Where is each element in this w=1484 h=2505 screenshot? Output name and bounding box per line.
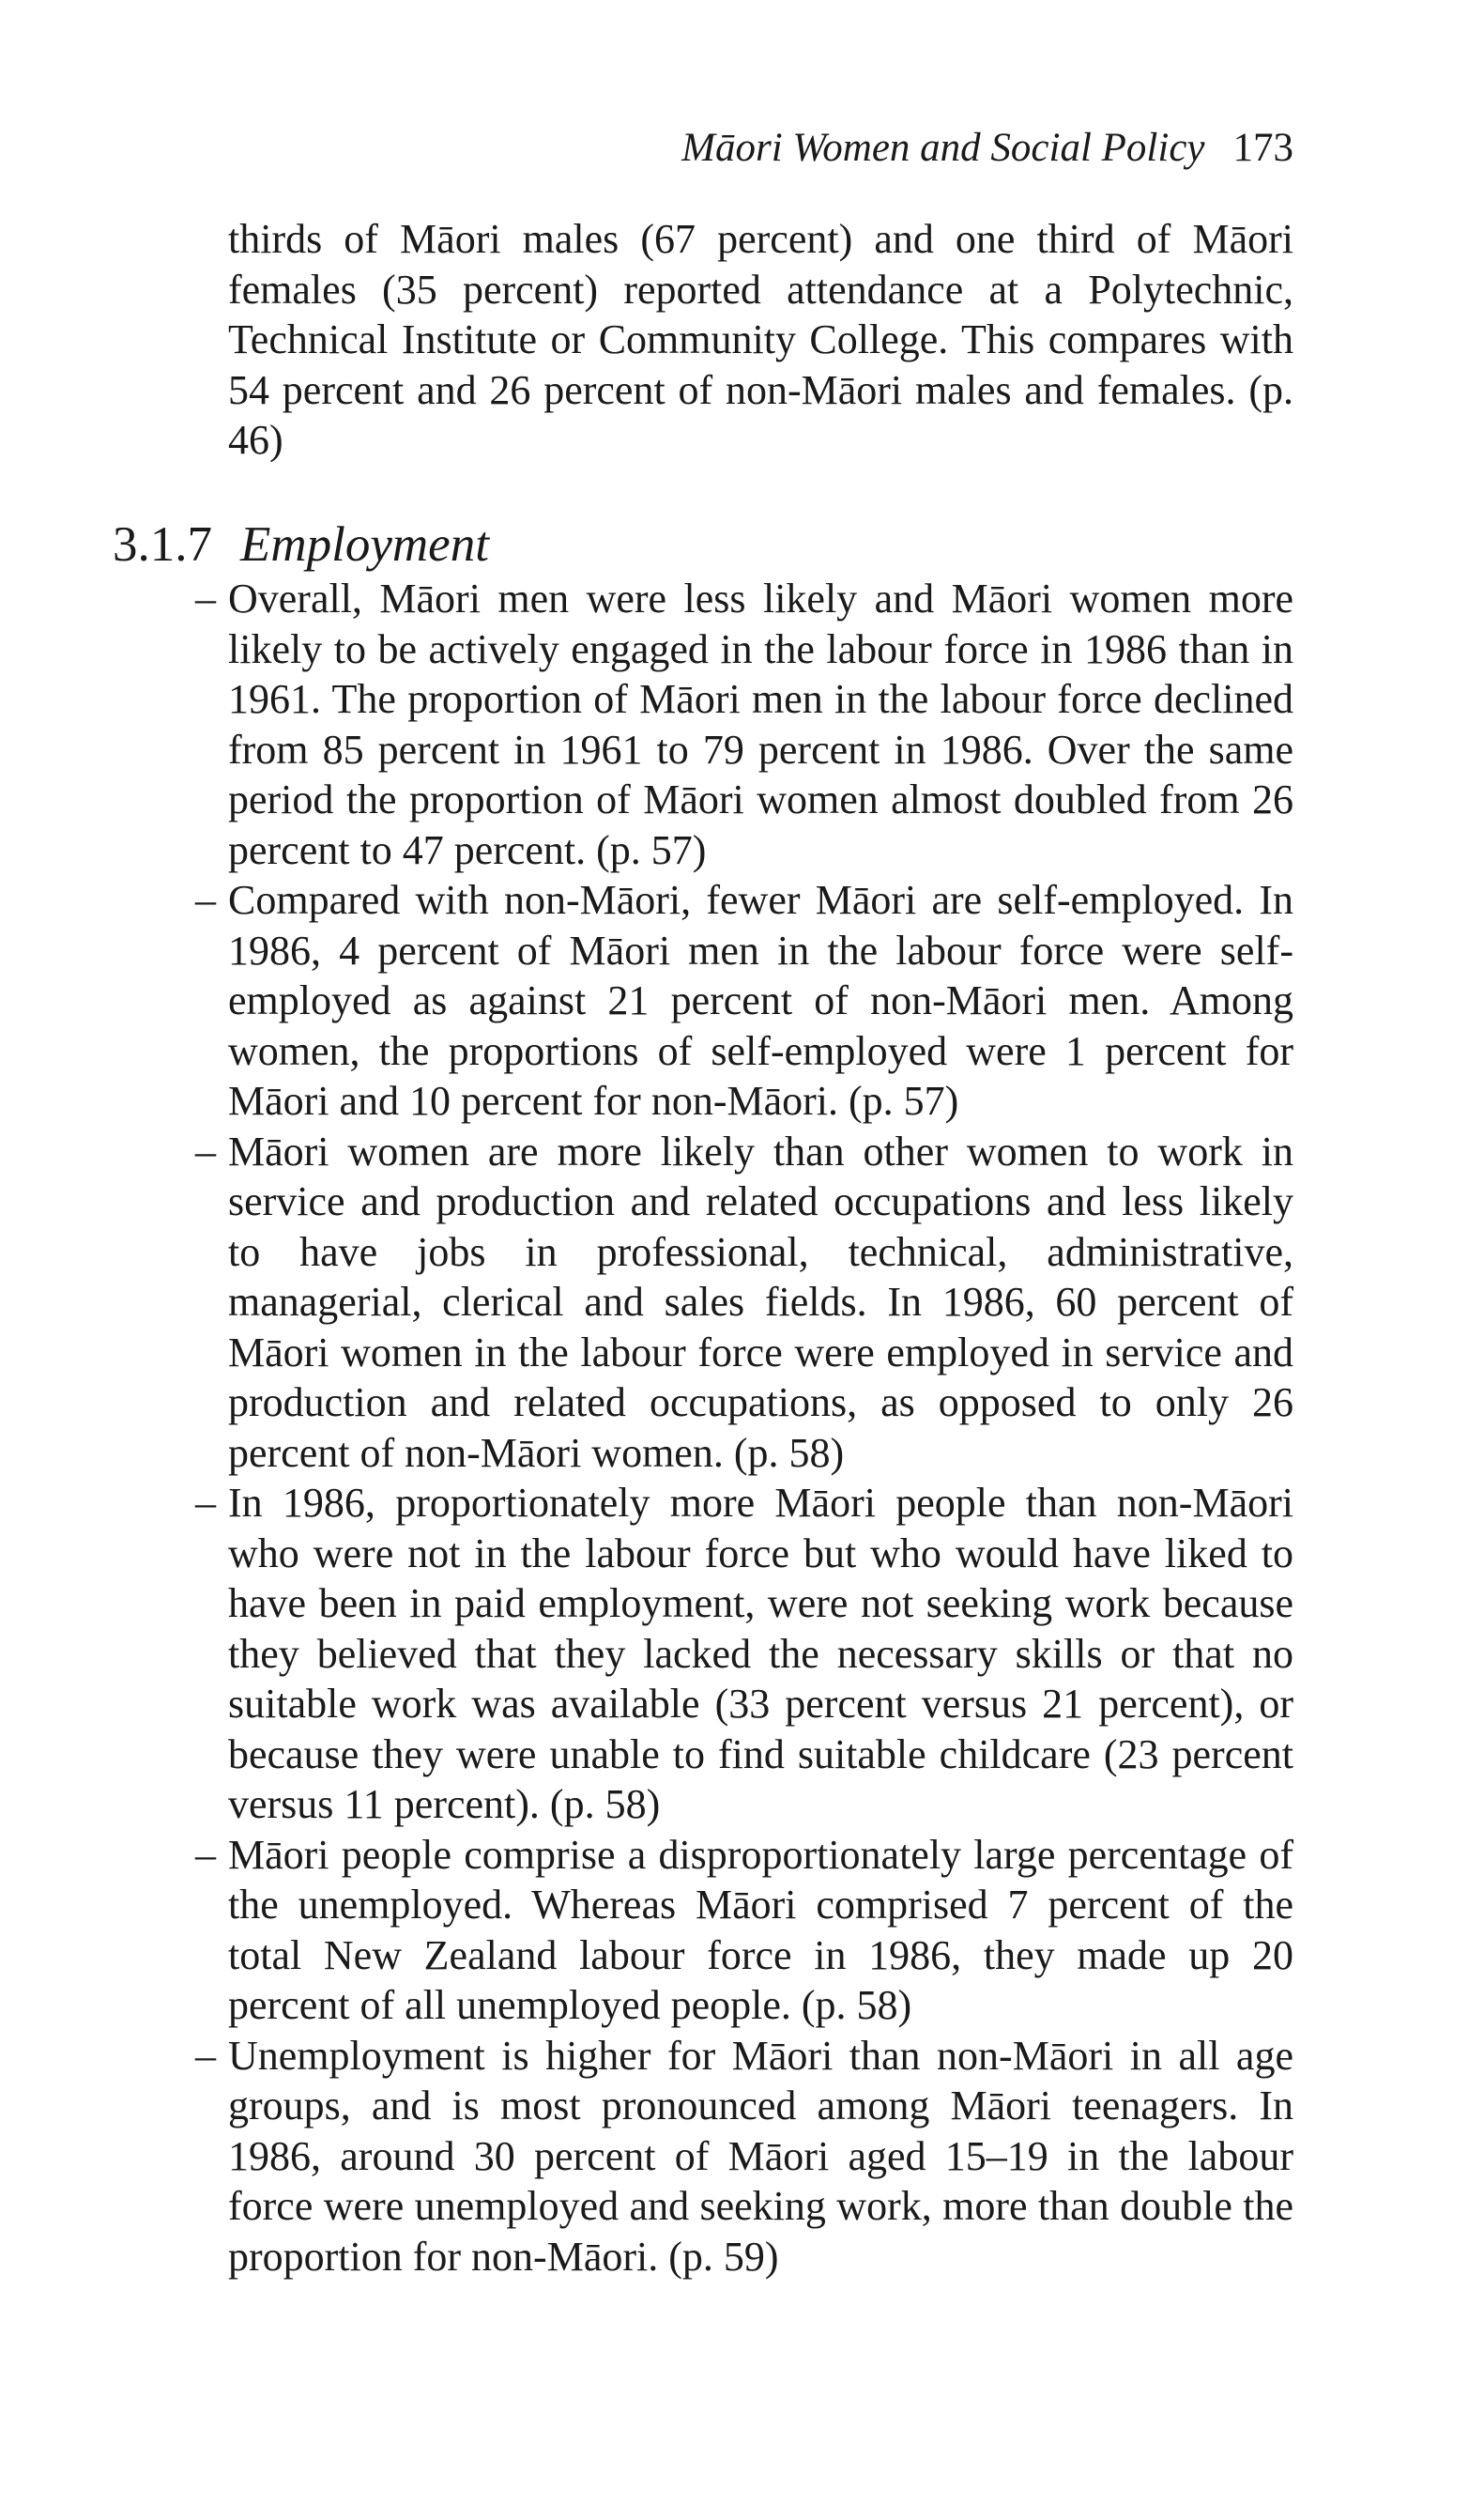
running-title: Māori Women and Social Policy bbox=[681, 126, 1205, 170]
section-title: Employment bbox=[240, 517, 489, 572]
list-item bbox=[195, 574, 1293, 875]
list-item-text: In 1986, proportionately more Māori people than non-Māori who were not in the labour force but who would have liked to have been in paid employment, were not seeking work because they believed that they lacked the necessary skills or that no suitable work was available (33 percent versus 21 percent), or because they were unable to find suitable childcare (23 percent versus 11 percent). (p. 58) bbox=[228, 1480, 1293, 1827]
list-item bbox=[195, 1478, 1293, 1830]
bullet-dash: – bbox=[195, 1480, 216, 1526]
list-item-text: Compared with non-Māori, fewer Māori are self-employed. In 1986, 4 percent of Māori men in the labour force were self-employed as against 21 percent of non-Māori men. Among women, the proportions of self-employed were 1 percent for Māori and 10 percent for non-Māori. (p. 57) bbox=[228, 877, 1293, 1124]
list-item bbox=[195, 1830, 1293, 2031]
list-item bbox=[195, 1127, 1293, 1479]
bullet-list bbox=[0, 574, 1484, 2282]
bullet-dash: – bbox=[195, 1128, 216, 1175]
list-item bbox=[195, 875, 1293, 1127]
list-item-text: Māori women are more likely than other women to work in service and production and related occupations and less likely to have jobs in professional, technical, administrative, managerial, clerical and sales fields. In 1986, 60 percent of Māori women in the labour force were employed in service and production and related occupations, as opposed to only 26 percent of non-Māori women. (p. 58) bbox=[228, 1128, 1293, 1476]
bullet-dash: – bbox=[195, 2032, 216, 2079]
running-head bbox=[228, 128, 1293, 168]
list-item bbox=[195, 2031, 1293, 2282]
list-item-text: Unemployment is higher for Māori than non-Māori in all age groups, and is most pronounced among Māori teenagers. In 1986, around 30 percent of Māori aged 15–19 in the labour force were unemployed and seeking work, more than double the proportion for non-Māori. (p. 59) bbox=[228, 2032, 1293, 2280]
section-heading bbox=[113, 517, 489, 572]
bullet-dash: – bbox=[195, 877, 216, 923]
list-item-text: Overall, Māori men were less likely and Māori women more likely to be actively engaged in the labour force in 1986 than in 1961. The proportion of Māori men in the labour force declined from 85 percent in 1961 to 79 percent in 1986. Over the same period the proportion of Māori women almost doubled from 26 percent to 47 percent. (p. 57) bbox=[228, 576, 1293, 873]
intro-paragraph: thirds of Māori males (67 percent) and one third of Māori females (35 percent) reported attendance at a Polytechnic, Technical Institute or Community College. This compares with 54 percent and 26 percent of non-Māori males and females. (p. 46) bbox=[228, 216, 1293, 463]
bullet-dash: – bbox=[195, 1831, 216, 1878]
bullet-dash: – bbox=[195, 576, 216, 622]
list-item-text: Māori people comprise a disproportionately large percentage of the unemployed. Whereas Māori comprised 7 percent of the total New Zealand labour force in 1986, they made up 20 percent of all unemployed people. (p. 58) bbox=[228, 1831, 1293, 2028]
section-number: 3.1.7 bbox=[113, 517, 212, 572]
page-number: 173 bbox=[1232, 126, 1293, 170]
intro-paragraph-block bbox=[228, 214, 1293, 466]
